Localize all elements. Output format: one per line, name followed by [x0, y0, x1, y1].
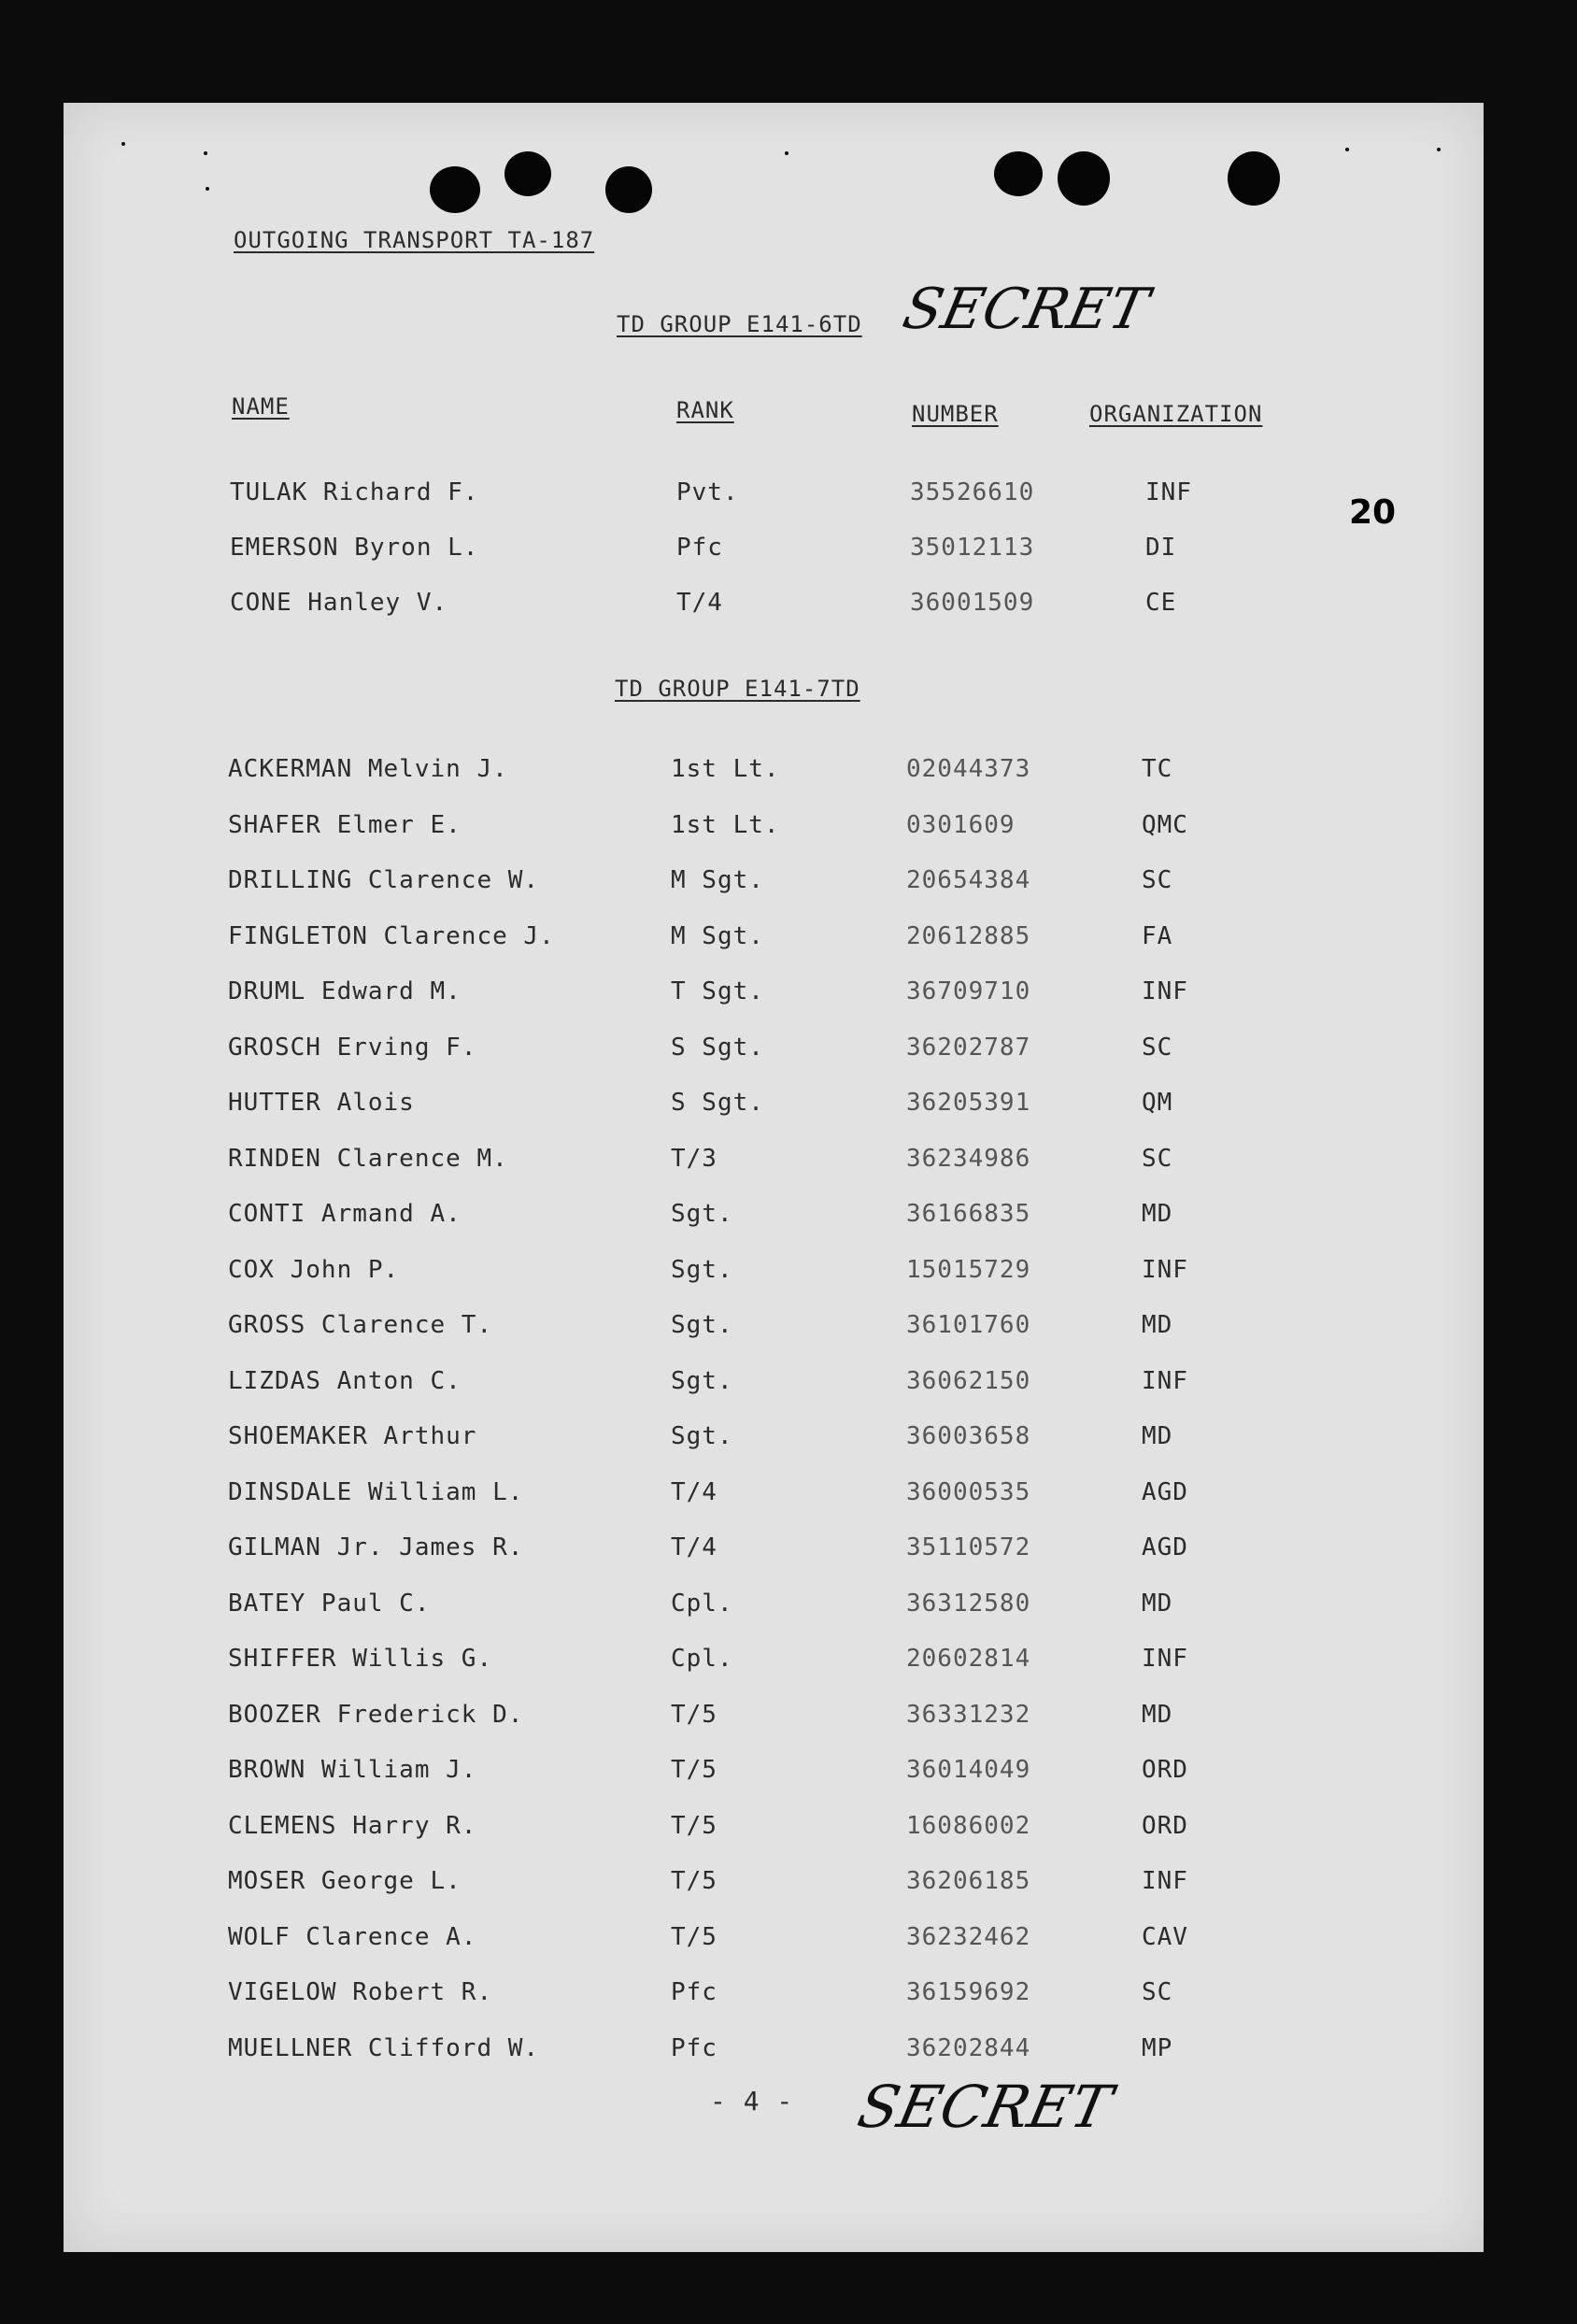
person-serial-number: 35110572 — [906, 1533, 1031, 1561]
secret-stamp-top: SECRET — [897, 277, 1155, 342]
person-name: SHAFER Elmer E. — [228, 810, 462, 839]
person-organization: CE — [1145, 589, 1177, 617]
person-organization: INF — [1142, 1867, 1188, 1895]
person-organization: FA — [1142, 921, 1173, 950]
person-serial-number: 36312580 — [906, 1589, 1031, 1618]
person-serial-number: 36062150 — [906, 1366, 1031, 1395]
person-organization: INF — [1142, 1645, 1188, 1673]
person-organization: SC — [1142, 1978, 1173, 2006]
group1-heading: TD GROUP E141-6TD — [617, 311, 862, 337]
col-header-rank: RANK — [676, 397, 734, 423]
punch-hole — [504, 151, 551, 196]
person-serial-number: 20612885 — [906, 921, 1031, 950]
person-serial-number: 36166835 — [906, 1200, 1031, 1228]
person-serial-number: 36159692 — [906, 1978, 1031, 2006]
punch-hole — [430, 166, 480, 213]
person-name: CONE Hanley V. — [230, 589, 448, 617]
person-name: WOLF Clarence A. — [228, 1922, 477, 1951]
person-organization: INF — [1142, 1255, 1188, 1284]
person-name: TULAK Richard F. — [230, 478, 479, 506]
person-name: DINSDALE William L. — [228, 1477, 524, 1506]
person-name: GROSCH Erving F. — [228, 1033, 477, 1062]
person-serial-number: 36101760 — [906, 1311, 1031, 1339]
person-organization: MD — [1142, 1589, 1173, 1618]
person-rank: 1st Lt. — [671, 810, 780, 839]
person-organization: MD — [1142, 1200, 1173, 1228]
person-organization: DI — [1145, 534, 1177, 562]
person-organization: CAV — [1142, 1922, 1188, 1951]
person-name: VIGELOW Robert R. — [228, 1978, 493, 2006]
person-rank: Cpl. — [671, 1645, 733, 1673]
person-name: ACKERMAN Melvin J. — [228, 755, 508, 783]
person-name: MOSER George L. — [228, 1867, 462, 1895]
person-serial-number: 36234986 — [906, 1144, 1031, 1173]
person-organization: AGD — [1142, 1477, 1188, 1506]
document-page — [64, 103, 1484, 2252]
punch-hole — [1058, 151, 1110, 206]
archive-page-number: 20 — [1349, 493, 1397, 532]
person-serial-number: 36014049 — [906, 1756, 1031, 1784]
person-name: CONTI Armand A. — [228, 1200, 462, 1228]
page-marker: - 4 - — [710, 2086, 794, 2117]
person-organization: QM — [1142, 1089, 1173, 1117]
punch-hole — [605, 166, 652, 213]
person-name: DRUML Edward M. — [228, 977, 462, 1005]
person-name: BATEY Paul C. — [228, 1589, 431, 1618]
person-rank: 1st Lt. — [671, 755, 780, 783]
person-name: BROWN William J. — [228, 1756, 477, 1784]
person-serial-number: 36331232 — [906, 1700, 1031, 1729]
person-rank: M Sgt. — [671, 921, 764, 950]
person-name: COX John P. — [228, 1255, 400, 1284]
secret-stamp-bottom: SECRET — [852, 2073, 1118, 2141]
punch-hole — [994, 151, 1043, 196]
person-serial-number: 36206185 — [906, 1867, 1031, 1895]
person-organization: MP — [1142, 2033, 1173, 2062]
person-rank: T/5 — [671, 1922, 717, 1951]
person-rank: T/5 — [671, 1756, 717, 1784]
person-rank: Pfc — [671, 1978, 717, 2006]
person-organization: MD — [1142, 1311, 1173, 1339]
person-rank: Sgt. — [671, 1200, 733, 1228]
col-header-number: NUMBER — [912, 401, 999, 427]
person-name: RINDEN Clarence M. — [228, 1144, 508, 1173]
person-serial-number: 16086002 — [906, 1811, 1031, 1840]
person-serial-number: 36709710 — [906, 977, 1031, 1005]
person-organization: MD — [1142, 1700, 1173, 1729]
person-serial-number: 36001509 — [910, 589, 1035, 617]
person-serial-number: 0301609 — [906, 810, 1016, 839]
person-rank: Sgt. — [671, 1255, 733, 1284]
person-name: GROSS Clarence T. — [228, 1311, 493, 1339]
person-name: HUTTER Alois — [228, 1089, 415, 1117]
person-name: FINGLETON Clarence J. — [228, 921, 555, 950]
person-organization: ORD — [1142, 1756, 1188, 1784]
person-name: EMERSON Byron L. — [230, 534, 479, 562]
person-rank: T/4 — [671, 1533, 717, 1561]
person-rank: T Sgt. — [671, 977, 764, 1005]
person-rank: Pfc — [676, 534, 723, 562]
person-serial-number: 02044373 — [906, 755, 1031, 783]
person-name: DRILLING Clarence W. — [228, 866, 540, 894]
person-rank: S Sgt. — [671, 1033, 764, 1062]
person-organization: SC — [1142, 1144, 1173, 1173]
person-rank: M Sgt. — [671, 866, 764, 894]
person-serial-number: 36202787 — [906, 1033, 1031, 1062]
person-organization: SC — [1142, 866, 1173, 894]
person-rank: S Sgt. — [671, 1089, 764, 1117]
person-rank: Pfc — [671, 2033, 717, 2062]
col-header-organization: ORGANIZATION — [1089, 401, 1263, 427]
person-serial-number: 35526610 — [910, 478, 1035, 506]
person-rank: Sgt. — [671, 1366, 733, 1395]
col-header-name: NAME — [232, 393, 290, 420]
person-serial-number: 36205391 — [906, 1089, 1031, 1117]
person-serial-number: 20654384 — [906, 866, 1031, 894]
group2-heading: TD GROUP E141-7TD — [615, 676, 860, 702]
person-rank: T/4 — [671, 1477, 717, 1506]
person-name: CLEMENS Harry R. — [228, 1811, 477, 1840]
person-rank: Sgt. — [671, 1311, 733, 1339]
person-serial-number: 36003658 — [906, 1422, 1031, 1450]
person-serial-number: 20602814 — [906, 1645, 1031, 1673]
person-organization: SC — [1142, 1033, 1173, 1062]
person-organization: INF — [1142, 1366, 1188, 1395]
person-rank: T/3 — [671, 1144, 717, 1173]
person-organization: TC — [1142, 755, 1173, 783]
document-title: OUTGOING TRANSPORT TA-187 — [234, 227, 595, 253]
person-serial-number: 35012113 — [910, 534, 1035, 562]
person-serial-number: 36232462 — [906, 1922, 1031, 1951]
person-rank: Pvt. — [676, 478, 739, 506]
person-organization: ORD — [1142, 1811, 1188, 1840]
person-name: LIZDAS Anton C. — [228, 1366, 462, 1395]
person-rank: T/5 — [671, 1811, 717, 1840]
person-serial-number: 15015729 — [906, 1255, 1031, 1284]
punch-hole — [1228, 151, 1280, 206]
person-rank: T/5 — [671, 1867, 717, 1895]
person-name: GILMAN Jr. James R. — [228, 1533, 524, 1561]
person-rank: Sgt. — [671, 1422, 733, 1450]
person-rank: T/4 — [676, 589, 723, 617]
person-organization: MD — [1142, 1422, 1173, 1450]
person-name: MUELLNER Clifford W. — [228, 2033, 540, 2062]
person-name: SHIFFER Willis G. — [228, 1645, 493, 1673]
person-serial-number: 36202844 — [906, 2033, 1031, 2062]
person-organization: QMC — [1142, 810, 1188, 839]
person-rank: T/5 — [671, 1700, 717, 1729]
person-serial-number: 36000535 — [906, 1477, 1031, 1506]
person-organization: INF — [1145, 478, 1192, 506]
person-name: BOOZER Frederick D. — [228, 1700, 524, 1729]
person-rank: Cpl. — [671, 1589, 733, 1618]
person-organization: INF — [1142, 977, 1188, 1005]
person-organization: AGD — [1142, 1533, 1188, 1561]
person-name: SHOEMAKER Arthur — [228, 1422, 477, 1450]
